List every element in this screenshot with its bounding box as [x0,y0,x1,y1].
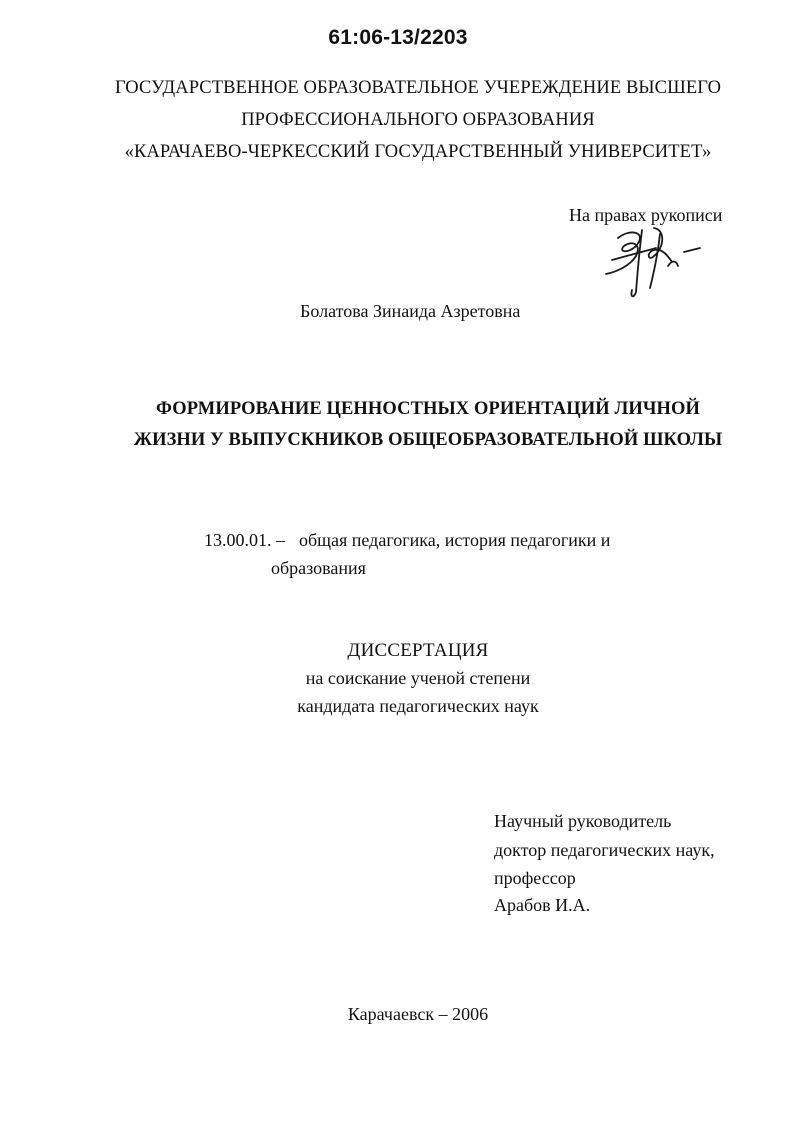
manuscript-rights-note: На правах рукописи [569,205,723,225]
dissertation-title-line-1: ФОРМИРОВАНИЕ ЦЕННОСТНЫХ ОРИЕНТАЦИЙ ЛИЧНОЙ [156,399,700,419]
institution-line-2: ПРОФЕССИОНАЛЬНОГО ОБРАЗОВАНИЯ [241,110,595,130]
author-name: Болатова Зинаида Азретовна [300,301,521,321]
supervisor-rank: профессор [494,868,576,888]
supervisor-role: Научный руководитель [494,811,672,831]
signature-icon [596,222,706,300]
institution-line-1: ГОСУДАРСТВЕННОЕ ОБРАЗОВАТЕЛЬНОЕ УЧЕРЕЖДЕНИЕ ВЫСШЕГО [114,78,722,98]
place-and-year: Карачаевск – 2006 [347,1004,489,1024]
specialty-name-line-1: общая педагогика, история педагогики и [299,530,611,550]
dissertation-title-line-2: ЖИЗНИ У ВЫПУСКНИКОВ ОБЩЕОБРАЗОВАТЕЛЬНОЙ ШКОЛЫ [133,430,723,450]
institution-line-3: «КАРАЧАЕВО-ЧЕРКЕССКИЙ ГОСУДАРСТВЕННЫЙ УНИВЕРСИТЕТ» [124,142,712,162]
specialty-name-line-2: образования [271,558,366,578]
specialty-code: 13.00.01. – [204,530,285,550]
document-type-heading: ДИССЕРТАЦИЯ [347,640,489,661]
degree-name-line: кандидата педагогических наук [297,696,539,716]
degree-purpose-line: на соискание ученой степени [305,668,531,688]
supervisor-degree: доктор педагогических наук, [494,840,715,860]
registration-code: 61:06-13/2203 [328,26,468,49]
supervisor-name: Арабов И.А. [494,895,591,915]
